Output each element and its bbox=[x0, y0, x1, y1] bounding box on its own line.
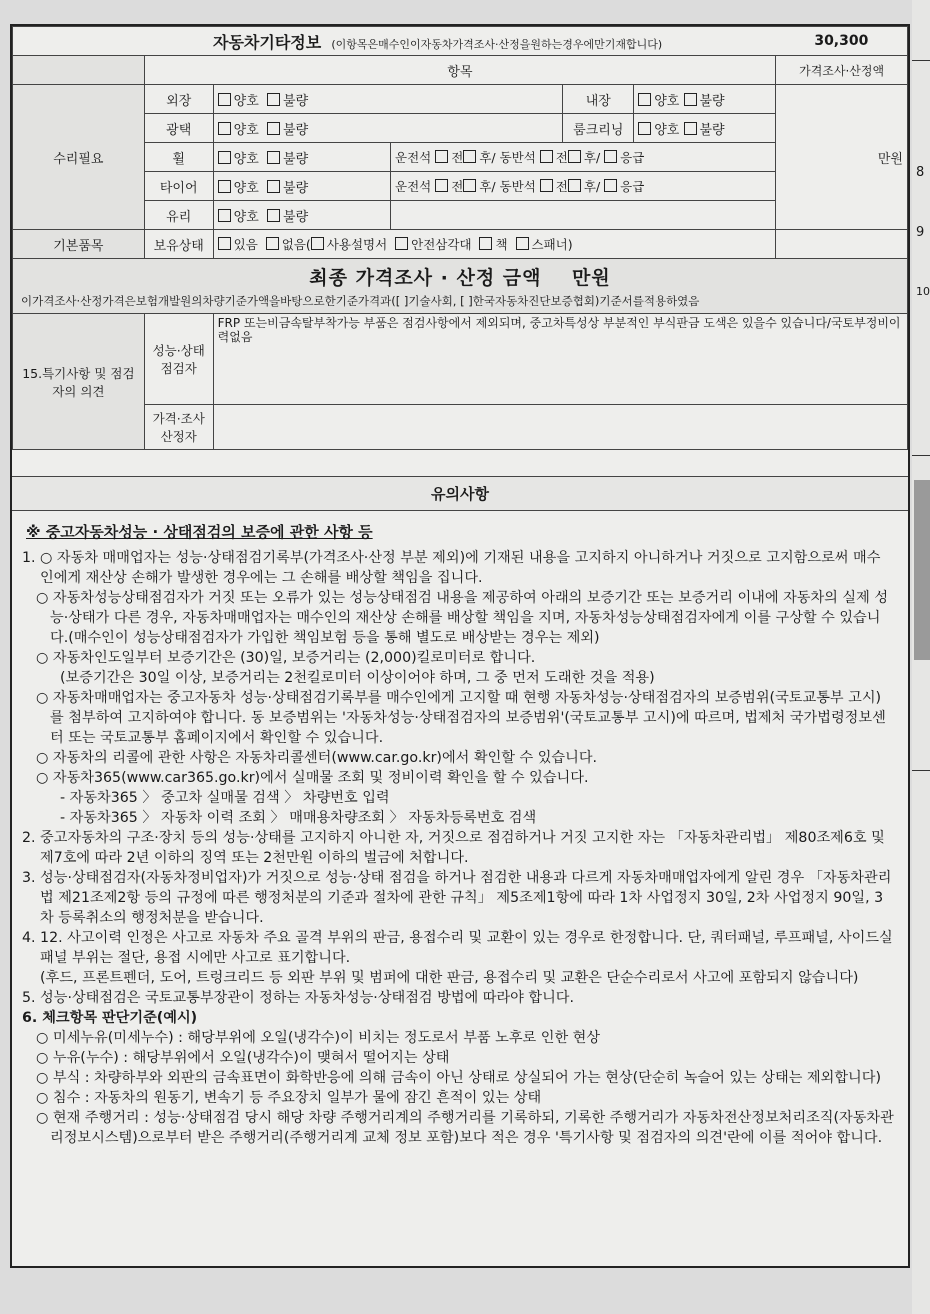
option-has: 있음 bbox=[233, 237, 258, 252]
note-line: ○ 현재 주행거리 : 성능·상태점검 당시 해당 차량 주행거리계의 주행거리를 기록하되, 기록한 주행거리가 자동차전산정보처리조직(자동차관리정보시스템)으로부터 받은 주행거리(주행거리계 교체 정보 포함)보다 적은 경우 '특기사항 및 점검자의 의견'란에 이를 적어야 합니다. bbox=[36, 1110, 894, 1146]
option-triangle: 안전삼각대 bbox=[411, 237, 472, 252]
note-line: 1. ○ 자동차 매매업자는 성능·상태점검기록부(가격조사·산정 부분 제외)에 기재된 내용을 고지하지 아니하거나 거짓으로 고지함으로써 매수인에게 재산상 손해가 발생한 경우에는 그 손해를 배상할 책임을 집니다. bbox=[22, 550, 881, 586]
notes-subheading: ※ 중고자동차성능 · 상태점검의 보증에 관한 사항 등 bbox=[26, 523, 373, 541]
option-emergency: 응급 bbox=[620, 179, 645, 194]
vehicle-other-info-table: 자동차기타정보 (이항목은매수인이자동차가격조사·산정을원하는경우에만기재합니다) 30,300 항목 가격조사·산정액 수리필요 외장 양호 불량 내장 양호 불량 만원 광택 양호 불량 룸크리닝 양호 불량 휠 양호 불량 운전석 전 후/ 동반석 전 후/ 응급 타이어 양호 불량 운전석 전 후/ 동반석 전 후/ 응급 유리 양호 불량 기본품목 보유상태 있음 없음( 사용설명서 안전삼각대 책 스패너) 최종 가격조사 · 산정 금액 만원 이가격조사·산정가격은보험개발원의차량기준가액을바탕으로한기준가격과([ ]기술사회, [ ]한국자동차진단보증협회)기준서를적용하였음 15.특기사항 및 점검자의 의견 성능·상태 점검자 FRP 또는비금속탈부착가능 부품은 점검사항에서 제외되며, 중고차특성상 부분적인 부식판금 도색은 있을수 있습니다/국토부정비이력없음 가격·조사 산정자 bbox=[12, 26, 908, 450]
option-bad: 불량 bbox=[699, 93, 725, 109]
checkbox[interactable] bbox=[435, 150, 448, 163]
option-front: 전 bbox=[555, 179, 568, 194]
adjacent-page-strip bbox=[912, 0, 930, 1314]
note-line: ○ 자동차성능상태점검자가 거짓 또는 오류가 있는 성능상태점검 내용을 제공하여 아래의 보증기간 또는 보증거리 이내에 자동차의 실제 성능·상태가 다른 경우, 자동차매매업자는 매수인의 재산상 손해를 배상할 책임을 지며, 자동차성능상태점검자에게 이를 구상할 수 있습니다.(매수인이 성능상태점검자가 가입한 책임보험 등을 통해 별도로 배상받는 경우는 제외) bbox=[36, 590, 889, 646]
final-price-title: 최종 가격조사 · 산정 금액 bbox=[309, 267, 542, 289]
option-bad: 불량 bbox=[283, 209, 309, 225]
appraiser-opinion bbox=[213, 405, 907, 450]
repair-needed-label: 수리필요 bbox=[13, 85, 145, 230]
note-line: 5. 성능·상태점검은 국토교통부장관이 정하는 자동차성능·상태점검 방법에 따라야 합니다. bbox=[22, 990, 575, 1006]
option-front: 전 bbox=[451, 150, 464, 165]
option-front: 전 bbox=[555, 150, 568, 165]
final-price-unit: 만원 bbox=[571, 267, 611, 289]
strip-number: 9 bbox=[916, 225, 925, 240]
note-line: ○ 자동차인도일부터 보증기간은 (30)일, 보증거리는 (2,000)킬로미터로 합니다. bbox=[36, 650, 536, 666]
strip-divider bbox=[912, 455, 930, 456]
checkbox[interactable] bbox=[267, 180, 280, 193]
option-good: 양호 bbox=[654, 122, 680, 138]
note-line: ○ 자동차의 리콜에 관한 사항은 자동차리콜센터(www.car.go.kr)에서 확인할 수 있습니다. bbox=[36, 750, 598, 766]
checkbox[interactable] bbox=[266, 237, 279, 250]
notes-heading: 유의사항 bbox=[12, 476, 908, 511]
section-title: 자동차기타정보 bbox=[213, 32, 322, 52]
label-driver: 운전석 bbox=[395, 150, 432, 165]
possession-status-label: 보유상태 bbox=[144, 230, 213, 259]
basic-items-label: 기본품목 bbox=[13, 230, 145, 259]
row-tire: 타이어 bbox=[144, 172, 213, 201]
note-line: - 자동차365 〉 자동차 이력 조회 〉 매매용차량조회 〉 자동차등록번호 검색 bbox=[60, 810, 537, 826]
option-rear: 후 bbox=[479, 179, 492, 194]
strip-number: 8 bbox=[916, 165, 925, 180]
option-bad: 불량 bbox=[283, 93, 309, 109]
checkbox[interactable] bbox=[540, 179, 553, 192]
row-wheel: 휠 bbox=[144, 143, 213, 172]
strip-divider bbox=[912, 60, 930, 61]
label-passenger: 동반석 bbox=[499, 179, 536, 194]
note-line: ○ 누유(누수) : 해당부위에서 오일(냉각수)이 맺혀서 떨어지는 상태 bbox=[36, 1050, 450, 1066]
checkbox[interactable] bbox=[267, 122, 280, 135]
strip-number: 10 bbox=[916, 285, 930, 298]
row-gloss: 광택 bbox=[144, 114, 213, 143]
option-good: 양호 bbox=[233, 151, 259, 167]
checkbox[interactable] bbox=[638, 93, 651, 106]
strip-photo bbox=[914, 480, 930, 660]
option-bad: 불량 bbox=[283, 151, 309, 167]
note-line: 6. 체크항목 판단기준(예시) bbox=[22, 1010, 198, 1026]
checkbox[interactable] bbox=[604, 179, 617, 192]
label-driver: 운전석 bbox=[395, 179, 432, 194]
checkbox[interactable] bbox=[638, 122, 651, 135]
notes-section bbox=[12, 476, 908, 1148]
final-price-desc: 이가격조사·산정가격은보험개발원의차량기준가액을바탕으로한기준가격과([ ]기술사회, [ ]한국자동차진단보증협회)기준서를적용하였음 bbox=[21, 294, 700, 308]
row-cleaning: 룸크리닝 bbox=[563, 114, 634, 143]
option-good: 양호 bbox=[233, 180, 259, 196]
col-price-header: 가격조사·산정액 bbox=[776, 56, 908, 85]
option-book: 책 bbox=[495, 237, 508, 252]
option-good: 양호 bbox=[233, 93, 259, 109]
checkbox[interactable] bbox=[395, 237, 408, 250]
note-line: ○ 침수 : 자동차의 원동기, 변속기 등 주요장치 일부가 물에 잠긴 흔적이 있는 상태 bbox=[36, 1090, 542, 1106]
option-bad: 불량 bbox=[699, 122, 725, 138]
option-emergency: 응급 bbox=[620, 150, 645, 165]
checkbox[interactable] bbox=[568, 179, 581, 192]
inspector-opinion: FRP 또는비금속탈부착가능 부품은 점검사항에서 제외되며, 중고차특성상 부분적인 부식판금 도색은 있을수 있습니다/국토부정비이력없음 bbox=[213, 314, 907, 405]
special-notes-label: 15.특기사항 및 점검자의 의견 bbox=[13, 314, 145, 450]
row-exterior: 외장 bbox=[144, 85, 213, 114]
checkbox[interactable] bbox=[218, 93, 231, 106]
option-rear: 후 bbox=[583, 150, 596, 165]
note-line: - 자동차365 〉 중고차 실매물 검색 〉 차량번호 입력 bbox=[60, 790, 390, 806]
checkbox[interactable] bbox=[604, 150, 617, 163]
checkbox[interactable] bbox=[267, 209, 280, 222]
checkbox[interactable] bbox=[267, 151, 280, 164]
strip-divider bbox=[912, 770, 930, 771]
header-amount: 30,300 bbox=[776, 27, 908, 56]
checkbox[interactable] bbox=[267, 93, 280, 106]
section-note: (이항목은매수인이자동차가격조사·산정을원하는경우에만기재합니다) bbox=[331, 37, 663, 51]
option-none: 없음( bbox=[281, 237, 311, 252]
checkbox[interactable] bbox=[463, 179, 476, 192]
option-bad: 불량 bbox=[283, 180, 309, 196]
option-rear: 후 bbox=[583, 179, 596, 194]
appraiser-label: 가격·조사 산정자 bbox=[144, 405, 213, 450]
checkbox[interactable] bbox=[479, 237, 492, 250]
note-line: ○ 자동차매매업자는 중고자동차 성능·상태점검기록부를 매수인에게 고지할 때 현행 자동차성능·상태점검자의 보증범위(국토교통부 고시)를 첨부하여 고지하여야 합니다. 동 보증범위는 '자동차성능·상태점검자의 보증범위'(국토교통부 고시)에 따르며, 법제처 국가법령정보센터 또는 국토교통부 홈페이지에서 확인할 수 있습니다. bbox=[36, 690, 886, 746]
col-item-header: 항목 bbox=[144, 56, 775, 85]
checkbox[interactable] bbox=[568, 150, 581, 163]
checkbox[interactable] bbox=[218, 180, 231, 193]
checkbox[interactable] bbox=[684, 93, 697, 106]
checkbox[interactable] bbox=[218, 237, 231, 250]
checkbox[interactable] bbox=[516, 237, 529, 250]
checkbox[interactable] bbox=[311, 237, 324, 250]
option-front: 전 bbox=[451, 179, 464, 194]
note-line: ○ 미세누유(미세누수) : 해당부위에 오일(냉각수)이 비치는 정도로서 부품 노후로 인한 현상 bbox=[36, 1030, 601, 1046]
option-good: 양호 bbox=[233, 209, 259, 225]
repair-unit: 만원 bbox=[776, 85, 908, 230]
note-line: 3. 성능·상태점검자(자동차정비업자)가 거짓으로 성능·상태 점검을 하거나 점검한 내용과 다르게 자동차매매업자에게 알린 경우 「자동차관리법 제21조제2항 등의 규정에 따른 행정처분의 기준과 절차에 관한 규칙」 제5조제1항에 따라 1차 사업정지 30일, 2차 사업정지 90일, 3차 등록취소의 행정처분을 받습니다. bbox=[22, 870, 892, 926]
note-line: 2. 중고자동차의 구조·장치 등의 성능·상태를 고지하지 아니한 자, 거짓으로 점검하거나 거짓 고지한 자는 「자동차관리법」 제80조제6호 및 제7호에 따라 2년 이하의 징역 또는 2천만원 이하의 벌금에 처합니다. bbox=[22, 830, 885, 866]
row-interior: 내장 bbox=[563, 85, 634, 114]
inspector-label: 성능·상태 점검자 bbox=[144, 314, 213, 405]
note-line: ○ 부식 : 차량하부와 외판의 금속표면이 화학반응에 의해 금속이 아닌 상태로 상실되어 가는 현상(단순히 녹슬어 있는 상태는 제외합니다) bbox=[36, 1070, 881, 1086]
checkbox[interactable] bbox=[218, 151, 231, 164]
option-good: 양호 bbox=[654, 93, 680, 109]
note-line: ○ 자동차365(www.car365.go.kr)에서 실매물 조회 및 정비이력 확인을 할 수 있습니다. bbox=[36, 770, 589, 786]
checkbox[interactable] bbox=[435, 179, 448, 192]
checkbox[interactable] bbox=[463, 150, 476, 163]
option-spanner: 스패너) bbox=[531, 237, 573, 252]
option-good: 양호 bbox=[233, 122, 259, 138]
label-passenger: 동반석 bbox=[499, 150, 536, 165]
row-glass: 유리 bbox=[144, 201, 213, 230]
checkbox[interactable] bbox=[218, 122, 231, 135]
checkbox[interactable] bbox=[540, 150, 553, 163]
note-line: 4. 12. 사고이력 인정은 사고로 자동차 주요 골격 부위의 판금, 용접수리 및 교환이 있는 경우로 한정합니다. 단, 쿼터패널, 루프패널, 사이드실패널 부위는 절단, 용접 시에만 사고로 표기합니다. bbox=[22, 930, 893, 966]
inspection-form-page bbox=[10, 24, 910, 1268]
checkbox[interactable] bbox=[684, 122, 697, 135]
option-manual: 사용설명서 bbox=[326, 237, 388, 252]
option-rear: 후 bbox=[479, 150, 492, 165]
note-line: (후드, 프론트펜더, 도어, 트렁크리드 등 외판 부위 및 범퍼에 대한 판금, 용접수리 및 교환은 단순수리로서 사고에 포함되지 않습니다) bbox=[40, 970, 859, 986]
option-bad: 불량 bbox=[283, 122, 309, 138]
note-line: (보증기간은 30일 이상, 보증거리는 2천킬로미터 이상이어야 하며, 그 중 먼저 도래한 것을 적용) bbox=[60, 670, 655, 686]
checkbox[interactable] bbox=[218, 209, 231, 222]
